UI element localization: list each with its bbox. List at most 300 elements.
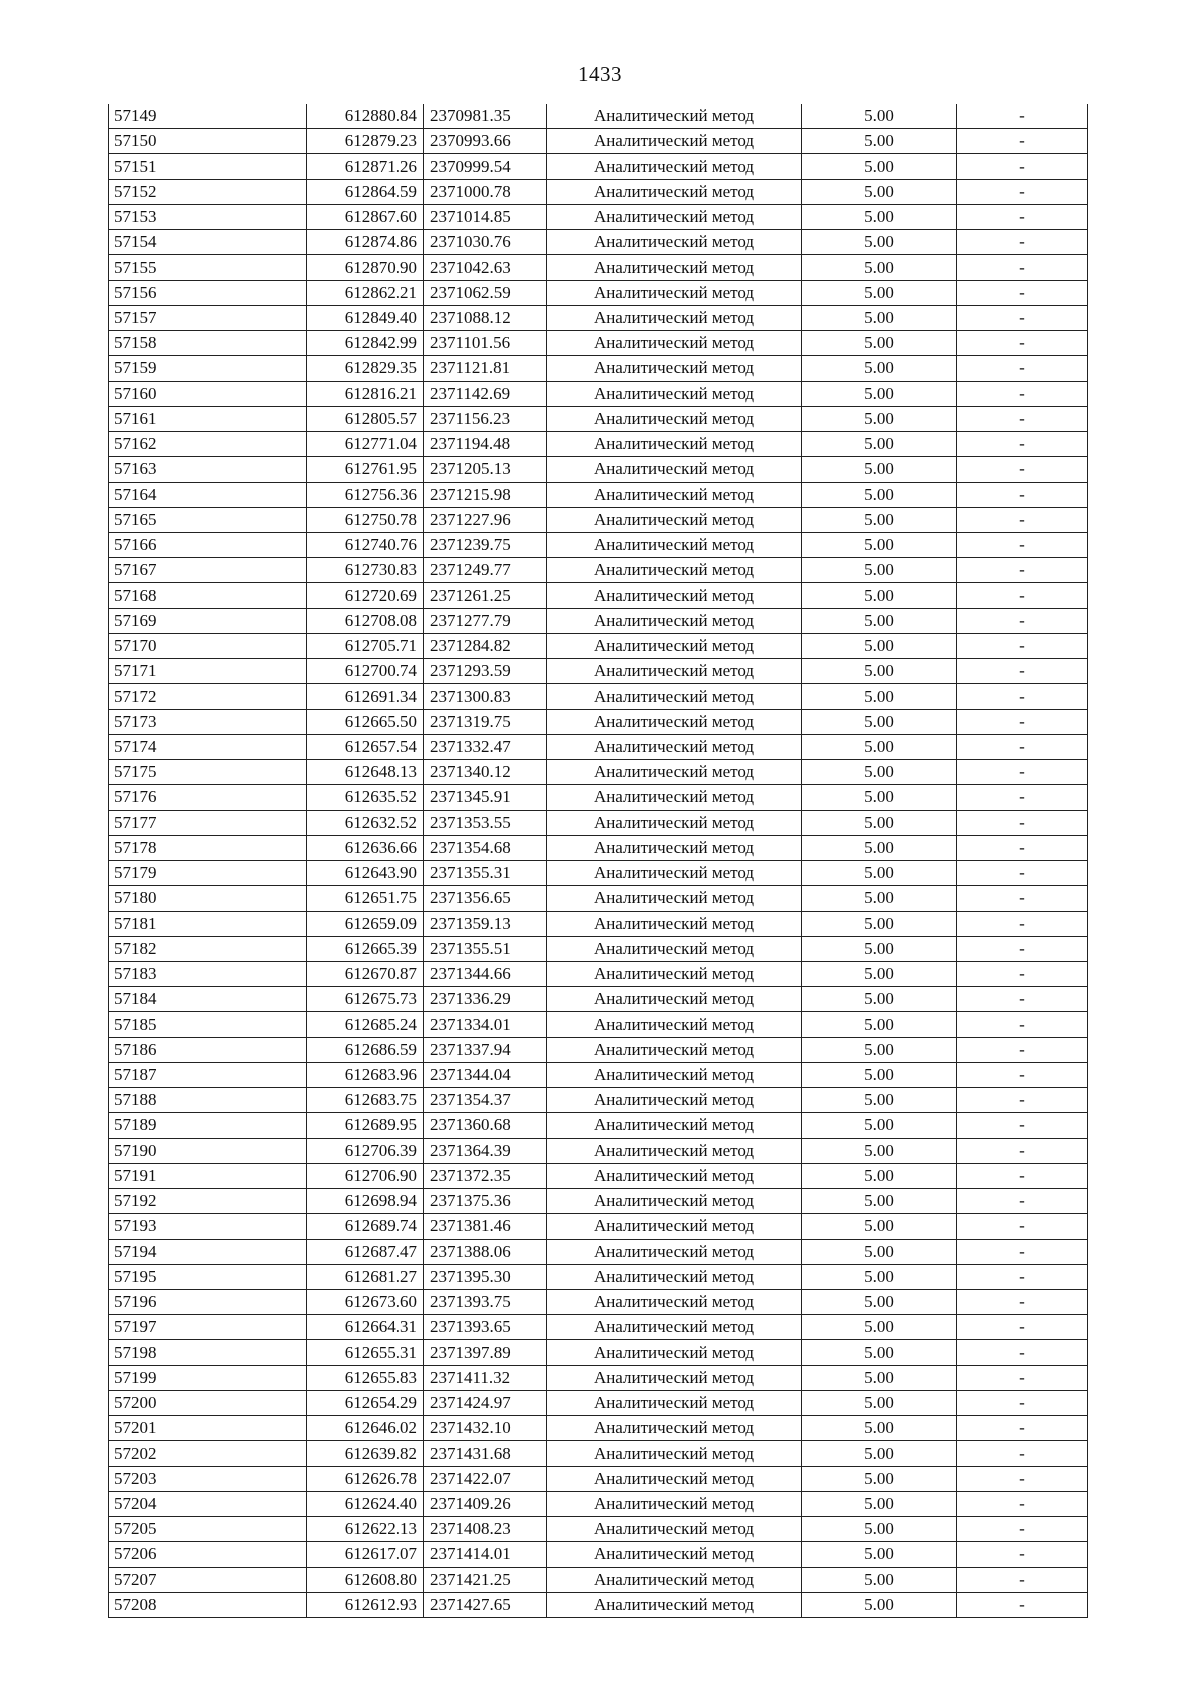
point-id-cell: 57194 — [109, 1239, 307, 1264]
accuracy-cell: 5.00 — [802, 1441, 957, 1466]
method-cell: Аналитический метод — [547, 709, 802, 734]
accuracy-cell: 5.00 — [802, 280, 957, 305]
note-cell: - — [957, 1567, 1088, 1592]
y-coordinate-cell: 2371395.30 — [424, 1264, 547, 1289]
point-id-cell: 57171 — [109, 659, 307, 684]
accuracy-cell: 5.00 — [802, 911, 957, 936]
x-coordinate-cell: 612648.13 — [307, 760, 424, 785]
accuracy-cell: 5.00 — [802, 1012, 957, 1037]
x-coordinate-cell: 612805.57 — [307, 406, 424, 431]
table-row — [109, 1113, 1088, 1138]
x-coordinate-cell: 612720.69 — [307, 583, 424, 608]
note-cell: - — [957, 734, 1088, 759]
point-id-cell: 57174 — [109, 734, 307, 759]
table-row — [109, 1239, 1088, 1264]
x-coordinate-cell: 612617.07 — [307, 1542, 424, 1567]
point-id-cell: 57186 — [109, 1037, 307, 1062]
note-cell: - — [957, 936, 1088, 961]
point-id-cell: 57172 — [109, 684, 307, 709]
table-row — [109, 1517, 1088, 1542]
y-coordinate-cell: 2371356.65 — [424, 886, 547, 911]
y-coordinate-cell: 2371432.10 — [424, 1416, 547, 1441]
table-row — [109, 104, 1088, 129]
note-cell: - — [957, 356, 1088, 381]
method-cell: Аналитический метод — [547, 1390, 802, 1415]
y-coordinate-cell: 2371409.26 — [424, 1491, 547, 1516]
accuracy-cell: 5.00 — [802, 1390, 957, 1415]
method-cell: Аналитический метод — [547, 507, 802, 532]
accuracy-cell: 5.00 — [802, 558, 957, 583]
accuracy-cell: 5.00 — [802, 1416, 957, 1441]
accuracy-cell: 5.00 — [802, 1592, 957, 1617]
method-cell: Аналитический метод — [547, 1290, 802, 1315]
table-row — [109, 129, 1088, 154]
y-coordinate-cell: 2371372.35 — [424, 1163, 547, 1188]
table-row — [109, 204, 1088, 229]
note-cell: - — [957, 1517, 1088, 1542]
note-cell: - — [957, 1290, 1088, 1315]
table-row — [109, 1416, 1088, 1441]
note-cell: - — [957, 1466, 1088, 1491]
y-coordinate-cell: 2371293.59 — [424, 659, 547, 684]
table-row — [109, 532, 1088, 557]
table-row — [109, 1138, 1088, 1163]
accuracy-cell: 5.00 — [802, 583, 957, 608]
note-cell: - — [957, 204, 1088, 229]
accuracy-cell: 5.00 — [802, 734, 957, 759]
accuracy-cell: 5.00 — [802, 1466, 957, 1491]
x-coordinate-cell: 612685.24 — [307, 1012, 424, 1037]
point-id-cell: 57208 — [109, 1592, 307, 1617]
point-id-cell: 57205 — [109, 1517, 307, 1542]
point-id-cell: 57176 — [109, 785, 307, 810]
method-cell: Аналитический метод — [547, 331, 802, 356]
y-coordinate-cell: 2370999.54 — [424, 154, 547, 179]
y-coordinate-cell: 2371334.01 — [424, 1012, 547, 1037]
accuracy-cell: 5.00 — [802, 356, 957, 381]
table-row — [109, 810, 1088, 835]
point-id-cell: 57195 — [109, 1264, 307, 1289]
x-coordinate-cell: 612706.39 — [307, 1138, 424, 1163]
x-coordinate-cell: 612655.83 — [307, 1365, 424, 1390]
x-coordinate-cell: 612675.73 — [307, 987, 424, 1012]
accuracy-cell: 5.00 — [802, 1088, 957, 1113]
y-coordinate-cell: 2371042.63 — [424, 255, 547, 280]
table-row — [109, 1466, 1088, 1491]
y-coordinate-cell: 2371381.46 — [424, 1214, 547, 1239]
method-cell: Аналитический метод — [547, 1466, 802, 1491]
x-coordinate-cell: 612608.80 — [307, 1567, 424, 1592]
x-coordinate-cell: 612683.96 — [307, 1062, 424, 1087]
point-id-cell: 57200 — [109, 1390, 307, 1415]
accuracy-cell: 5.00 — [802, 961, 957, 986]
note-cell: - — [957, 987, 1088, 1012]
accuracy-cell: 5.00 — [802, 1542, 957, 1567]
x-coordinate-cell: 612816.21 — [307, 381, 424, 406]
table-row — [109, 1163, 1088, 1188]
x-coordinate-cell: 612706.90 — [307, 1163, 424, 1188]
y-coordinate-cell: 2371239.75 — [424, 532, 547, 557]
point-id-cell: 57164 — [109, 482, 307, 507]
method-cell: Аналитический метод — [547, 1012, 802, 1037]
method-cell: Аналитический метод — [547, 532, 802, 557]
y-coordinate-cell: 2371014.85 — [424, 204, 547, 229]
x-coordinate-cell: 612681.27 — [307, 1264, 424, 1289]
x-coordinate-cell: 612862.21 — [307, 280, 424, 305]
method-cell: Аналитический метод — [547, 1365, 802, 1390]
method-cell: Аналитический метод — [547, 734, 802, 759]
accuracy-cell: 5.00 — [802, 1239, 957, 1264]
x-coordinate-cell: 612829.35 — [307, 356, 424, 381]
table-row — [109, 255, 1088, 280]
accuracy-cell: 5.00 — [802, 482, 957, 507]
table-row — [109, 558, 1088, 583]
y-coordinate-cell: 2370981.35 — [424, 104, 547, 129]
table-row — [109, 356, 1088, 381]
point-id-cell: 57169 — [109, 608, 307, 633]
accuracy-cell: 5.00 — [802, 835, 957, 860]
method-cell: Аналитический метод — [547, 1441, 802, 1466]
note-cell: - — [957, 633, 1088, 658]
x-coordinate-cell: 612626.78 — [307, 1466, 424, 1491]
method-cell: Аналитический метод — [547, 835, 802, 860]
table-row — [109, 760, 1088, 785]
point-id-cell: 57156 — [109, 280, 307, 305]
x-coordinate-cell: 612665.39 — [307, 936, 424, 961]
method-cell: Аналитический метод — [547, 1037, 802, 1062]
note-cell: - — [957, 709, 1088, 734]
y-coordinate-cell: 2371142.69 — [424, 381, 547, 406]
note-cell: - — [957, 154, 1088, 179]
point-id-cell: 57153 — [109, 204, 307, 229]
point-id-cell: 57154 — [109, 230, 307, 255]
accuracy-cell: 5.00 — [802, 1315, 957, 1340]
point-id-cell: 57188 — [109, 1088, 307, 1113]
point-id-cell: 57170 — [109, 633, 307, 658]
note-cell: - — [957, 1138, 1088, 1163]
method-cell: Аналитический метод — [547, 886, 802, 911]
method-cell: Аналитический метод — [547, 1088, 802, 1113]
accuracy-cell: 5.00 — [802, 1365, 957, 1390]
accuracy-cell: 5.00 — [802, 1340, 957, 1365]
note-cell: - — [957, 457, 1088, 482]
point-id-cell: 57160 — [109, 381, 307, 406]
x-coordinate-cell: 612659.09 — [307, 911, 424, 936]
method-cell: Аналитический метод — [547, 305, 802, 330]
y-coordinate-cell: 2371414.01 — [424, 1542, 547, 1567]
table-row — [109, 785, 1088, 810]
table-row — [109, 305, 1088, 330]
x-coordinate-cell: 612708.08 — [307, 608, 424, 633]
y-coordinate-cell: 2371354.68 — [424, 835, 547, 860]
accuracy-cell: 5.00 — [802, 1290, 957, 1315]
y-coordinate-cell: 2371277.79 — [424, 608, 547, 633]
y-coordinate-cell: 2371388.06 — [424, 1239, 547, 1264]
table-row — [109, 406, 1088, 431]
y-coordinate-cell: 2371156.23 — [424, 406, 547, 431]
table-body — [109, 104, 1088, 1618]
point-id-cell: 57175 — [109, 760, 307, 785]
y-coordinate-cell: 2371355.51 — [424, 936, 547, 961]
point-id-cell: 57161 — [109, 406, 307, 431]
method-cell: Аналитический метод — [547, 280, 802, 305]
method-cell: Аналитический метод — [547, 1416, 802, 1441]
accuracy-cell: 5.00 — [802, 457, 957, 482]
x-coordinate-cell: 612624.40 — [307, 1491, 424, 1516]
y-coordinate-cell: 2371360.68 — [424, 1113, 547, 1138]
x-coordinate-cell: 612750.78 — [307, 507, 424, 532]
x-coordinate-cell: 612689.95 — [307, 1113, 424, 1138]
point-id-cell: 57177 — [109, 810, 307, 835]
method-cell: Аналитический метод — [547, 583, 802, 608]
note-cell: - — [957, 1113, 1088, 1138]
method-cell: Аналитический метод — [547, 255, 802, 280]
accuracy-cell: 5.00 — [802, 381, 957, 406]
point-id-cell: 57181 — [109, 911, 307, 936]
x-coordinate-cell: 612683.75 — [307, 1088, 424, 1113]
table-row — [109, 734, 1088, 759]
note-cell: - — [957, 432, 1088, 457]
method-cell: Аналитический метод — [547, 1163, 802, 1188]
accuracy-cell: 5.00 — [802, 255, 957, 280]
accuracy-cell: 5.00 — [802, 1062, 957, 1087]
accuracy-cell: 5.00 — [802, 785, 957, 810]
y-coordinate-cell: 2371344.04 — [424, 1062, 547, 1087]
y-coordinate-cell: 2371353.55 — [424, 810, 547, 835]
note-cell: - — [957, 1441, 1088, 1466]
table-row — [109, 1189, 1088, 1214]
note-cell: - — [957, 684, 1088, 709]
x-coordinate-cell: 612636.66 — [307, 835, 424, 860]
table-row — [109, 1441, 1088, 1466]
note-cell: - — [957, 1390, 1088, 1415]
method-cell: Аналитический метод — [547, 1542, 802, 1567]
table-row — [109, 280, 1088, 305]
x-coordinate-cell: 612664.31 — [307, 1315, 424, 1340]
note-cell: - — [957, 255, 1088, 280]
y-coordinate-cell: 2371300.83 — [424, 684, 547, 709]
note-cell: - — [957, 1163, 1088, 1188]
method-cell: Аналитический метод — [547, 987, 802, 1012]
y-coordinate-cell: 2371227.96 — [424, 507, 547, 532]
point-id-cell: 57197 — [109, 1315, 307, 1340]
y-coordinate-cell: 2371261.25 — [424, 583, 547, 608]
accuracy-cell: 5.00 — [802, 810, 957, 835]
point-id-cell: 57166 — [109, 532, 307, 557]
table-row — [109, 230, 1088, 255]
note-cell: - — [957, 406, 1088, 431]
table-row — [109, 709, 1088, 734]
y-coordinate-cell: 2371421.25 — [424, 1567, 547, 1592]
y-coordinate-cell: 2371062.59 — [424, 280, 547, 305]
note-cell: - — [957, 482, 1088, 507]
accuracy-cell: 5.00 — [802, 204, 957, 229]
accuracy-cell: 5.00 — [802, 1163, 957, 1188]
point-id-cell: 57185 — [109, 1012, 307, 1037]
note-cell: - — [957, 760, 1088, 785]
point-id-cell: 57204 — [109, 1491, 307, 1516]
point-id-cell: 57167 — [109, 558, 307, 583]
x-coordinate-cell: 612673.60 — [307, 1290, 424, 1315]
method-cell: Аналитический метод — [547, 406, 802, 431]
table-row — [109, 381, 1088, 406]
point-id-cell: 57189 — [109, 1113, 307, 1138]
note-cell: - — [957, 1037, 1088, 1062]
table-row — [109, 432, 1088, 457]
note-cell: - — [957, 886, 1088, 911]
y-coordinate-cell: 2371340.12 — [424, 760, 547, 785]
note-cell: - — [957, 583, 1088, 608]
note-cell: - — [957, 1340, 1088, 1365]
table-row — [109, 1567, 1088, 1592]
y-coordinate-cell: 2371431.68 — [424, 1441, 547, 1466]
y-coordinate-cell: 2371393.75 — [424, 1290, 547, 1315]
y-coordinate-cell: 2371121.81 — [424, 356, 547, 381]
x-coordinate-cell: 612665.50 — [307, 709, 424, 734]
point-id-cell: 57198 — [109, 1340, 307, 1365]
x-coordinate-cell: 612874.86 — [307, 230, 424, 255]
y-coordinate-cell: 2371422.07 — [424, 1466, 547, 1491]
point-id-cell: 57151 — [109, 154, 307, 179]
table-row — [109, 659, 1088, 684]
method-cell: Аналитический метод — [547, 104, 802, 129]
method-cell: Аналитический метод — [547, 154, 802, 179]
accuracy-cell: 5.00 — [802, 861, 957, 886]
method-cell: Аналитический метод — [547, 558, 802, 583]
y-coordinate-cell: 2371424.97 — [424, 1390, 547, 1415]
note-cell: - — [957, 1365, 1088, 1390]
x-coordinate-cell: 612761.95 — [307, 457, 424, 482]
point-id-cell: 57165 — [109, 507, 307, 532]
y-coordinate-cell: 2371319.75 — [424, 709, 547, 734]
method-cell: Аналитический метод — [547, 457, 802, 482]
point-id-cell: 57149 — [109, 104, 307, 129]
method-cell: Аналитический метод — [547, 1264, 802, 1289]
note-cell: - — [957, 507, 1088, 532]
y-coordinate-cell: 2371344.66 — [424, 961, 547, 986]
note-cell: - — [957, 1062, 1088, 1087]
y-coordinate-cell: 2371332.47 — [424, 734, 547, 759]
note-cell: - — [957, 1315, 1088, 1340]
note-cell: - — [957, 785, 1088, 810]
point-id-cell: 57173 — [109, 709, 307, 734]
method-cell: Аналитический метод — [547, 356, 802, 381]
point-id-cell: 57183 — [109, 961, 307, 986]
x-coordinate-cell: 612698.94 — [307, 1189, 424, 1214]
x-coordinate-cell: 612740.76 — [307, 532, 424, 557]
method-cell: Аналитический метод — [547, 230, 802, 255]
x-coordinate-cell: 612871.26 — [307, 154, 424, 179]
method-cell: Аналитический метод — [547, 936, 802, 961]
method-cell: Аналитический метод — [547, 1138, 802, 1163]
method-cell: Аналитический метод — [547, 1239, 802, 1264]
accuracy-cell: 5.00 — [802, 1264, 957, 1289]
table-row — [109, 1062, 1088, 1087]
method-cell: Аналитический метод — [547, 684, 802, 709]
table-row — [109, 1365, 1088, 1390]
point-id-cell: 57199 — [109, 1365, 307, 1390]
accuracy-cell: 5.00 — [802, 936, 957, 961]
accuracy-cell: 5.00 — [802, 987, 957, 1012]
y-coordinate-cell: 2371408.23 — [424, 1517, 547, 1542]
note-cell: - — [957, 280, 1088, 305]
point-id-cell: 57162 — [109, 432, 307, 457]
point-id-cell: 57203 — [109, 1466, 307, 1491]
note-cell: - — [957, 810, 1088, 835]
accuracy-cell: 5.00 — [802, 760, 957, 785]
accuracy-cell: 5.00 — [802, 684, 957, 709]
point-id-cell: 57152 — [109, 179, 307, 204]
point-id-cell: 57196 — [109, 1290, 307, 1315]
method-cell: Аналитический метод — [547, 1491, 802, 1516]
accuracy-cell: 5.00 — [802, 507, 957, 532]
table-row — [109, 1214, 1088, 1239]
page-number: 1433 — [578, 62, 622, 86]
y-coordinate-cell: 2371359.13 — [424, 911, 547, 936]
x-coordinate-cell: 612654.29 — [307, 1390, 424, 1415]
accuracy-cell: 5.00 — [802, 305, 957, 330]
method-cell: Аналитический метод — [547, 1592, 802, 1617]
table-row — [109, 331, 1088, 356]
x-coordinate-cell: 612870.90 — [307, 255, 424, 280]
x-coordinate-cell: 612646.02 — [307, 1416, 424, 1441]
y-coordinate-cell: 2371364.39 — [424, 1138, 547, 1163]
table-row — [109, 1088, 1088, 1113]
accuracy-cell: 5.00 — [802, 1567, 957, 1592]
table-row — [109, 911, 1088, 936]
x-coordinate-cell: 612639.82 — [307, 1441, 424, 1466]
method-cell: Аналитический метод — [547, 1062, 802, 1087]
accuracy-cell: 5.00 — [802, 1517, 957, 1542]
accuracy-cell: 5.00 — [802, 1491, 957, 1516]
method-cell: Аналитический метод — [547, 1113, 802, 1138]
y-coordinate-cell: 2371397.89 — [424, 1340, 547, 1365]
point-id-cell: 57201 — [109, 1416, 307, 1441]
method-cell: Аналитический метод — [547, 1214, 802, 1239]
y-coordinate-cell: 2371336.29 — [424, 987, 547, 1012]
table-row — [109, 154, 1088, 179]
note-cell: - — [957, 1542, 1088, 1567]
x-coordinate-cell: 612635.52 — [307, 785, 424, 810]
x-coordinate-cell: 612612.93 — [307, 1592, 424, 1617]
x-coordinate-cell: 612842.99 — [307, 331, 424, 356]
table-row — [109, 583, 1088, 608]
table-row — [109, 1340, 1088, 1365]
point-id-cell: 57187 — [109, 1062, 307, 1087]
method-cell: Аналитический метод — [547, 810, 802, 835]
y-coordinate-cell: 2371354.37 — [424, 1088, 547, 1113]
accuracy-cell: 5.00 — [802, 154, 957, 179]
x-coordinate-cell: 612880.84 — [307, 104, 424, 129]
x-coordinate-cell: 612622.13 — [307, 1517, 424, 1542]
x-coordinate-cell: 612849.40 — [307, 305, 424, 330]
coordinates-table — [108, 104, 1088, 1618]
point-id-cell: 57157 — [109, 305, 307, 330]
note-cell: - — [957, 861, 1088, 886]
note-cell: - — [957, 1239, 1088, 1264]
table-row — [109, 1290, 1088, 1315]
accuracy-cell: 5.00 — [802, 608, 957, 633]
accuracy-cell: 5.00 — [802, 406, 957, 431]
method-cell: Аналитический метод — [547, 179, 802, 204]
table-row — [109, 987, 1088, 1012]
note-cell: - — [957, 659, 1088, 684]
x-coordinate-cell: 612756.36 — [307, 482, 424, 507]
x-coordinate-cell: 612691.34 — [307, 684, 424, 709]
method-cell: Аналитический метод — [547, 1567, 802, 1592]
point-id-cell: 57192 — [109, 1189, 307, 1214]
note-cell: - — [957, 129, 1088, 154]
